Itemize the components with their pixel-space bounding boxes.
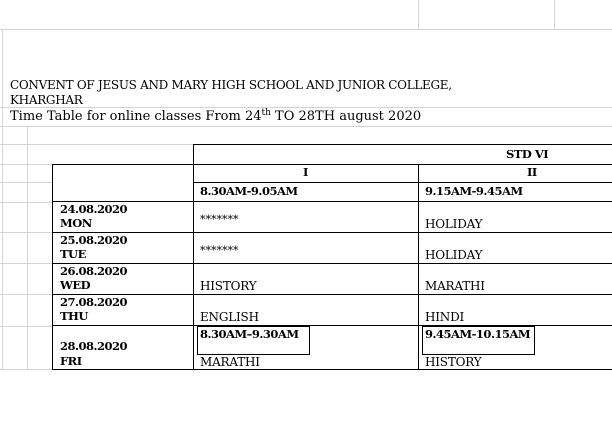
period-2-label: II [527, 165, 537, 179]
period-2-subject: HOLIDAY [425, 248, 483, 262]
school-name-line2: KHARGHAR [10, 93, 83, 107]
period-2-subject: HOLIDAY [425, 217, 483, 231]
period-1-subject: ENGLISH [200, 310, 259, 324]
row-date: 25.08.2020 [60, 233, 128, 247]
row-day: WED [60, 278, 91, 292]
period-2-subject: HINDI [425, 310, 465, 324]
row-date: 24.08.2020 [60, 202, 128, 216]
period-1-subject: MARATHI [200, 355, 260, 369]
std-label: STD VI [506, 147, 549, 161]
row-day: TUE [60, 247, 86, 261]
period-2-subject: HISTORY [425, 355, 482, 369]
period-2-time: 9.15AM-9.45AM [425, 184, 523, 198]
school-name-line1: CONVENT OF JESUS AND MARY HIGH SCHOOL AND JUNIOR COLLEGE, [10, 78, 452, 92]
period-1-subject: HISTORY [200, 279, 257, 293]
row-date: 27.08.2020 [60, 295, 128, 309]
period-2-time: 9.45AM-10.15AM [425, 327, 531, 341]
row-day: THU [60, 309, 88, 323]
period-1-subject: ******* [200, 244, 239, 257]
period-1-time: 8.30AM-9.05AM [200, 184, 298, 198]
row-date: 26.08.2020 [60, 264, 128, 278]
period-1-subject: ******* [200, 213, 239, 226]
timetable-title: Time Table for online classes From 24th TO 28TH august 2020 [10, 108, 422, 124]
row-day: FRI [60, 354, 82, 368]
period-1-label: I [303, 165, 308, 179]
period-2-subject: MARATHI [425, 279, 485, 293]
period-1-time: 8.30AM–9.30AM [200, 327, 299, 341]
row-date: 28.08.2020 [60, 339, 128, 353]
row-day: MON [60, 216, 92, 230]
